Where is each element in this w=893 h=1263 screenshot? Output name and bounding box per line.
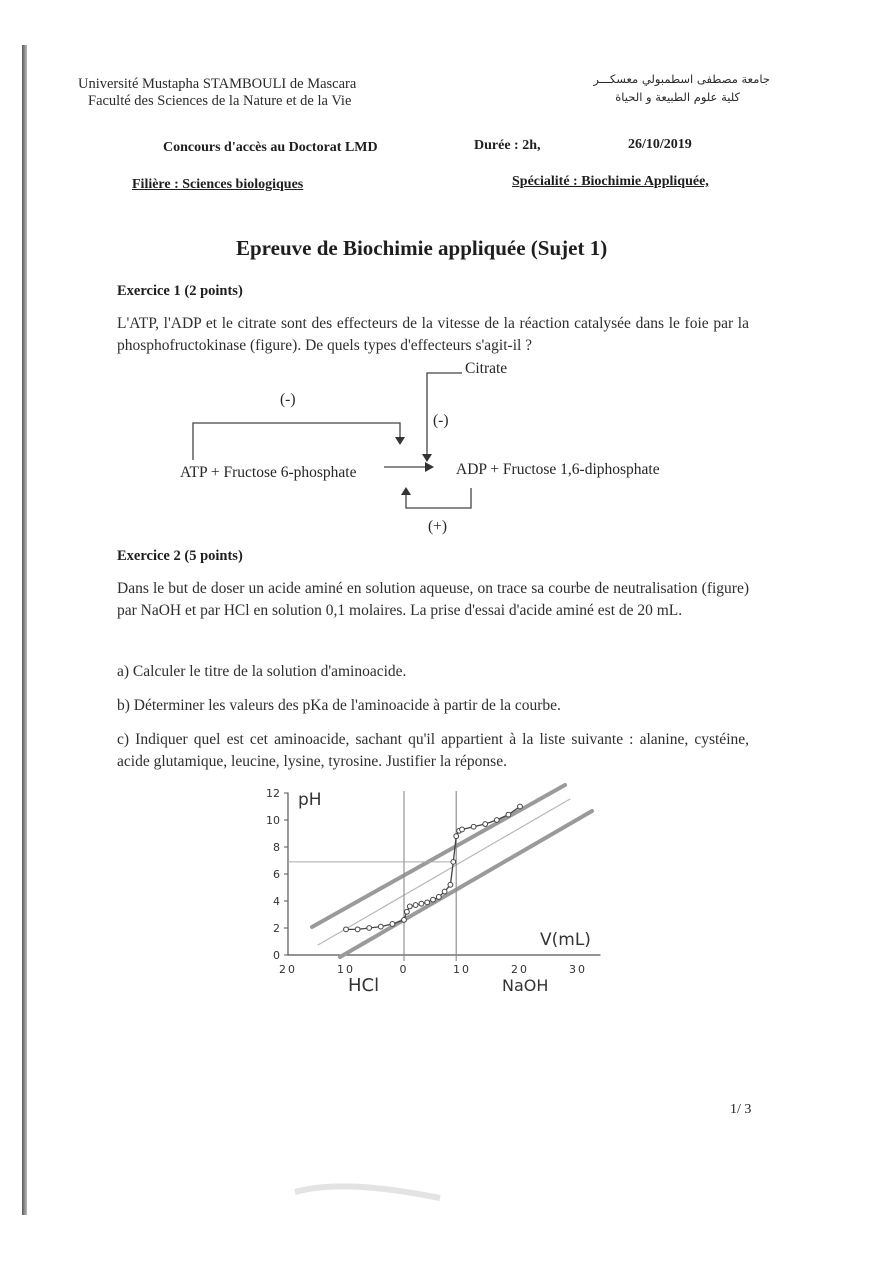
- exercise1-heading: Exercice 1 (2 points): [117, 283, 243, 299]
- naoh-label: NaOH: [502, 976, 549, 995]
- data-point: [355, 927, 360, 932]
- guide-line-middle: [318, 799, 570, 945]
- data-point: [448, 882, 453, 887]
- tangent-line-upper: [312, 785, 565, 927]
- specialty-label: Spécialité : Biochimie Appliquée,: [512, 174, 709, 189]
- data-point: [425, 900, 430, 905]
- data-point: [483, 822, 488, 827]
- university-name-arabic: جامعة مصطفى اسطمبولي معسكـــر: [593, 72, 770, 86]
- y-tick-label: 12: [266, 787, 280, 800]
- hcl-label: HCl: [348, 975, 380, 996]
- data-point: [518, 804, 523, 809]
- exercise1-text: L'ATP, l'ADP et le citrate sont des effecteurs de la vitesse de la réaction catalysée dans le foie par la phosphofructokinase (figure). De quels types d'effecteurs s'agit-il ?: [117, 315, 749, 354]
- data-point: [471, 824, 476, 829]
- data-point: [367, 926, 372, 931]
- data-point: [402, 918, 407, 923]
- y-tick-label: 8: [273, 841, 280, 854]
- activation-sign: (+): [428, 518, 448, 535]
- x-tick-label: 10: [337, 963, 355, 976]
- y-tick-label: 2: [273, 922, 280, 935]
- data-point: [506, 812, 511, 817]
- data-point: [494, 818, 499, 823]
- data-point: [413, 903, 418, 908]
- x-tick-label: 20: [279, 963, 297, 976]
- x-axis-label: V(mL): [540, 930, 591, 950]
- data-point: [442, 889, 447, 894]
- x-tick-label: 10: [453, 963, 471, 976]
- faculty-name-arabic: كلية علوم الطبيعة و الحياة: [615, 90, 740, 104]
- y-tick-label: 0: [273, 949, 280, 962]
- inhibition-sign-left: (-): [280, 391, 296, 408]
- data-point: [378, 924, 383, 929]
- question-a: a) Calculer le titre de la solution d'aminoacide.: [117, 663, 407, 680]
- data-point: [344, 927, 349, 932]
- data-point: [407, 904, 412, 909]
- y-tick-label: 6: [273, 868, 280, 881]
- titration-curve-chart: [0, 775, 893, 1005]
- x-tick-label: 20: [511, 963, 529, 976]
- question-c: c) Indiquer quel est cet aminoacide, sachant qu'il appartient à la liste suivante : alanine, cystéine, acide glutamique, leucine, lysine, tyrosine. Justifier la réponse.: [117, 731, 749, 770]
- data-point: [460, 827, 465, 832]
- faculty-name: Faculté des Sciences de la Nature et de la Vie: [88, 93, 352, 109]
- x-tick-label: 30: [569, 963, 587, 976]
- data-point: [431, 897, 436, 902]
- university-name: Université Mustapha STAMBOULI de Mascara: [78, 76, 357, 92]
- exam-duration: Durée : 2h,: [474, 138, 541, 153]
- enzyme-regulation-diagram: [0, 0, 893, 560]
- field-label: Filière : Sciences biologiques: [132, 177, 304, 192]
- y-tick-label: 10: [266, 814, 280, 827]
- substrates-label: ATP + Fructose 6-phosphate: [180, 464, 357, 481]
- data-point: [454, 834, 459, 839]
- y-axis-label: pH: [298, 790, 322, 810]
- exam-title: Epreuve de Biochimie appliquée (Sujet 1): [236, 236, 608, 260]
- page-number: 1/ 3: [730, 1102, 752, 1117]
- x-tick-label: 0: [399, 963, 409, 976]
- data-point: [436, 895, 441, 900]
- data-point: [419, 901, 424, 906]
- data-point: [405, 909, 410, 914]
- question-b: b) Déterminer les valeurs des pKa de l'aminoacide à partir de la courbe.: [117, 697, 561, 714]
- inhibition-sign-right: (-): [433, 412, 449, 429]
- y-tick-label: 4: [273, 895, 280, 908]
- competition-title: Concours d'accès au Doctorat LMD: [163, 140, 378, 155]
- exercise2-heading: Exercice 2 (5 points): [117, 548, 243, 564]
- scan-smudge: [290, 1180, 450, 1210]
- data-point: [390, 922, 395, 927]
- data-point: [451, 859, 456, 864]
- citrate-label: Citrate: [465, 360, 508, 377]
- exercise2-intro: Dans le but de doser un acide aminé en solution aqueuse, on trace sa courbe de neutralisation (figure) par NaOH et par HCl en solution 0,1 molaires. La prise d'essai d'acide aminé est de 20 mL.: [117, 580, 749, 619]
- exam-date: 26/10/2019: [628, 137, 692, 152]
- products-label: ADP + Fructose 1,6-diphosphate: [456, 461, 660, 478]
